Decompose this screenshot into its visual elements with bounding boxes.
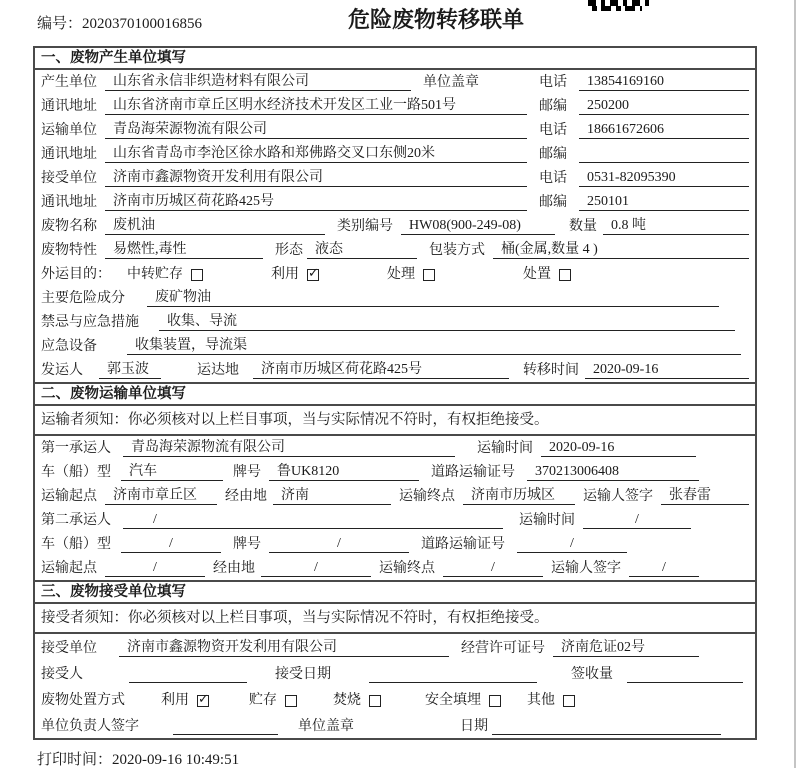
option-label: 贮存 <box>249 693 277 708</box>
producer-unit-row <box>35 70 755 94</box>
field-label: 产生单位 <box>41 75 97 90</box>
emergency-measures-row <box>35 310 755 334</box>
via-value: 济南 <box>273 484 391 505</box>
category-value: HW08(900-249-08) <box>401 218 555 235</box>
field-label: 通讯地址 <box>41 195 97 210</box>
option-label: 处置 <box>523 267 551 282</box>
doc-title: 危险废物转移联单 <box>347 7 525 32</box>
field-value: 济南市历城区荷花路425号 <box>105 190 527 211</box>
field-label: 外运目的： <box>41 267 111 282</box>
via-label: 经由地 <box>225 489 267 504</box>
field-label: 接受单位 <box>41 171 97 186</box>
doc-number-value: 2020370100016856 <box>82 16 203 32</box>
receiver-address-row <box>35 190 755 214</box>
field-value: 青岛海荣源物流有限公司 <box>123 436 455 457</box>
field-label: 通讯地址 <box>41 147 97 162</box>
waste-name-row <box>35 214 755 238</box>
checkbox-utilize <box>197 695 209 707</box>
transporter-unit-row <box>35 118 755 142</box>
route-start-value: 济南市章丘区 <box>105 484 217 505</box>
first-carrier-row <box>35 436 755 460</box>
receiver-unit-row <box>35 166 755 190</box>
route-row-1 <box>35 484 755 508</box>
received-qty-label: 签收量 <box>571 667 613 682</box>
received-qty-value <box>627 682 743 683</box>
field-label: 接受单位 <box>41 641 97 656</box>
field-label: 车（船）型 <box>41 465 111 480</box>
field-label: 第一承运人 <box>41 441 111 456</box>
route-row-2 <box>35 556 755 580</box>
phone-label: 电话 <box>539 171 567 186</box>
option-label: 利用 <box>271 267 299 282</box>
vehicle-type-value: 汽车 <box>121 460 223 481</box>
option-label: 处理 <box>387 267 415 282</box>
producer-address-row <box>35 94 755 118</box>
field-label: 应急设备 <box>41 339 97 354</box>
plate-value: / <box>269 536 409 553</box>
via-value: / <box>261 560 371 577</box>
field-label: 废物处置方式 <box>41 693 125 708</box>
responsible-sign-row <box>35 712 755 738</box>
print-time-label: 打印时间： <box>37 752 113 768</box>
transport-time-label: 运输时间 <box>519 513 575 528</box>
route-end-value: / <box>443 560 543 577</box>
waste-property-row <box>35 238 755 262</box>
unit-seal-label: 单位盖章 <box>298 719 354 734</box>
consignor-value: 郭玉波 <box>99 358 161 379</box>
print-time <box>37 748 239 768</box>
zip-label: 邮编 <box>539 147 567 162</box>
vehicle-row-1 <box>35 460 755 484</box>
field-value: 废机油 <box>105 214 325 235</box>
field-label: 废物特性 <box>41 243 97 258</box>
carrier-sign-label: 运输人签字 <box>583 489 653 504</box>
phone-value: 0531-82095390 <box>579 170 749 187</box>
option-label: 中转贮存 <box>127 267 183 282</box>
field-label: 单位负责人签字 <box>41 719 139 734</box>
manifest-form <box>33 46 757 740</box>
route-end-label: 运输终点 <box>379 561 435 576</box>
checkbox-utilize <box>307 269 319 281</box>
option-label: 其他 <box>527 693 555 708</box>
field-label: 运输起点 <box>41 489 97 504</box>
receiver-person-row <box>35 660 755 686</box>
destination-label: 运达地 <box>197 363 239 378</box>
checkbox-dispose <box>559 269 571 281</box>
field-label: 主要危险成分 <box>41 291 125 306</box>
carrier-sign-label: 运输人签字 <box>551 561 621 576</box>
field-label: 运输单位 <box>41 123 97 138</box>
field-value: 收集装置，导流渠 <box>127 334 741 355</box>
consignor-row <box>35 358 755 382</box>
field-value: 山东省永信非织造材料有限公司 <box>105 70 411 91</box>
transport-time-value: 2020-09-16 <box>541 440 696 457</box>
phone-value: 13854169160 <box>579 74 749 91</box>
road-permit-value: 370213006408 <box>527 464 699 481</box>
field-label: 接受人 <box>41 667 83 682</box>
packing-label: 包装方式 <box>429 243 485 258</box>
field-label: 第二承运人 <box>41 513 111 528</box>
transfer-purpose-row <box>35 262 755 286</box>
qr-code-partial-icon <box>588 0 650 11</box>
road-permit-value: / <box>517 536 627 553</box>
checkbox-landfill <box>489 695 501 707</box>
date-label: 日期 <box>460 719 488 734</box>
section-1-header: 一、废物产生单位填写 <box>35 48 755 70</box>
second-carrier-row <box>35 508 755 532</box>
checkbox-store <box>285 695 297 707</box>
doc-number-label: 编号： <box>37 16 83 32</box>
road-permit-label: 道路运输证号 <box>431 465 515 480</box>
license-label: 经营许可证号 <box>461 641 545 656</box>
section-2-header: 二、废物运输单位填写 <box>35 384 755 406</box>
route-start-value: / <box>105 560 205 577</box>
field-value: 易燃性,毒性 <box>105 238 263 259</box>
emergency-equipment-row <box>35 334 755 358</box>
zip-label: 邮编 <box>539 195 567 210</box>
checkbox-other <box>563 695 575 707</box>
receive-date-value <box>369 682 537 683</box>
destination-value: 济南市历城区荷花路425号 <box>253 358 509 379</box>
plate-label: 牌号 <box>233 465 261 480</box>
plate-label: 牌号 <box>233 537 261 552</box>
zip-value: 250101 <box>579 194 749 211</box>
quantity-label: 数量 <box>569 219 597 234</box>
transfer-time-label: 转移时间 <box>523 363 579 378</box>
field-value: 山东省青岛市李沧区徐水路和郑佛路交叉口东侧20米 <box>105 142 527 163</box>
phone-label: 电话 <box>539 123 567 138</box>
zip-value <box>579 162 749 163</box>
transport-time-value: / <box>583 512 691 529</box>
field-value: 废矿物油 <box>147 286 719 307</box>
responsible-sign-value <box>173 734 278 735</box>
carrier-sign-value: 张春雷 <box>661 484 749 505</box>
transport-time-label: 运输时间 <box>477 441 533 456</box>
category-label: 类别编号 <box>337 219 393 234</box>
packing-value: 桶(金属,数量 4 ) <box>493 238 749 259</box>
disposal-method-row <box>35 686 755 712</box>
route-end-value: 济南市历城区 <box>463 484 575 505</box>
field-value: 山东省济南市章丘区明水经济技术开发区工业一路501号 <box>105 94 527 115</box>
plate-value: 鲁UK8120 <box>269 460 419 481</box>
receiver-person-value <box>129 682 247 683</box>
section-producer <box>35 48 755 382</box>
checkbox-transfer-storage <box>191 269 203 281</box>
field-value: 济南市鑫源物资开发利用有限公司 <box>119 636 449 657</box>
field-label: 发运人 <box>41 363 83 378</box>
field-label: 禁忌与应急措施 <box>41 315 139 330</box>
field-value: 收集、导流 <box>159 310 735 331</box>
road-permit-label: 道路运输证号 <box>421 537 505 552</box>
transporter-address-row <box>35 142 755 166</box>
zip-label: 邮编 <box>539 99 567 114</box>
field-value: 青岛海荣源物流有限公司 <box>105 118 527 139</box>
zip-value: 250200 <box>579 98 749 115</box>
print-time-value: 2020-09-16 10:49:51 <box>112 752 240 768</box>
phone-value: 18661672606 <box>579 122 749 139</box>
option-label: 利用 <box>161 693 189 708</box>
vehicle-row-2 <box>35 532 755 556</box>
field-label: 车（船）型 <box>41 537 111 552</box>
transporter-notice: 运输者须知：你必须核对以上栏目事项，当与实际情况不符时，有权拒绝接受。 <box>35 406 755 436</box>
option-label: 安全填埋 <box>425 693 481 708</box>
vehicle-type-value: / <box>121 536 221 553</box>
field-value: 济南市鑫源物资开发利用有限公司 <box>105 166 527 187</box>
document-header <box>0 0 796 44</box>
unit-seal-label: 单位盖章 <box>423 75 479 90</box>
section-3-header: 三、废物接受单位填写 <box>35 582 755 604</box>
field-label: 通讯地址 <box>41 99 97 114</box>
phone-label: 电话 <box>539 75 567 90</box>
doc-number <box>37 12 202 33</box>
date-value <box>492 734 721 735</box>
section-transport <box>35 382 755 580</box>
license-value: 济南危证02号 <box>553 636 699 657</box>
checkbox-incinerate <box>369 695 381 707</box>
receiver-notice: 接受者须知：你必须核对以上栏目事项，当与实际情况不符时，有权拒绝接受。 <box>35 604 755 634</box>
hazard-component-row <box>35 286 755 310</box>
receiving-unit-row <box>35 634 755 660</box>
carrier-sign-value: / <box>629 560 699 577</box>
route-end-label: 运输终点 <box>399 489 455 504</box>
receive-date-label: 接受日期 <box>275 667 331 682</box>
form-label: 形态 <box>275 243 303 258</box>
field-label: 废物名称 <box>41 219 97 234</box>
section-receiver <box>35 580 755 738</box>
field-value: / <box>123 512 503 529</box>
form-value: 液态 <box>307 238 417 259</box>
transfer-time-value: 2020-09-16 <box>585 362 749 379</box>
quantity-value: 0.8 吨 <box>603 214 749 235</box>
option-label: 焚烧 <box>333 693 361 708</box>
via-label: 经由地 <box>213 561 255 576</box>
field-label: 运输起点 <box>41 561 97 576</box>
checkbox-treat <box>423 269 435 281</box>
